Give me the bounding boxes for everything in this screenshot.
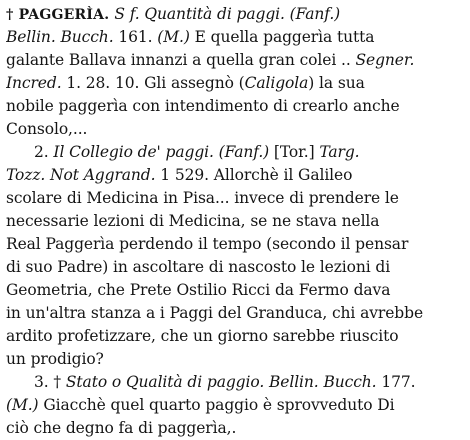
text-segment: Stato o Qualità di paggio. — [65, 373, 269, 391]
text-segment: Geometria, che Prete Ostilio Ricci da Fermo dava — [6, 281, 391, 299]
text-segment: Targ. — [319, 143, 360, 161]
text-line — [6, 348, 464, 371]
text-line — [6, 302, 464, 325]
text-line — [6, 141, 464, 164]
text-line — [6, 49, 464, 72]
text-segment: ardito profetizzare, che un giorno sarebbe riuscito — [6, 327, 399, 345]
text-segment: Giacchè quel quarto paggio è sprovveduto Di — [43, 396, 395, 414]
text-line — [6, 210, 464, 233]
text-segment: 1. 28. 10. Gli assegnò ( — [66, 74, 245, 92]
text-line — [6, 371, 464, 394]
text-segment: Incred. — [6, 74, 67, 92]
text-segment: galante Ballava innanzi a quella gran colei .. — [6, 51, 356, 69]
text-line — [6, 95, 464, 118]
text-segment: ) la sua — [308, 74, 365, 92]
text-segment: in un'altra stanza a i Paggi del Granduca, chi avrebbe — [6, 304, 424, 322]
text-segment: E quella paggerìa tutta — [194, 28, 375, 46]
text-line — [6, 118, 464, 141]
text-segment: Bellin. Bucch. — [6, 28, 119, 46]
text-segment: Caligola — [244, 74, 309, 92]
text-segment: (M.) — [157, 28, 195, 46]
text-line — [6, 325, 464, 348]
text-line — [6, 26, 464, 49]
text-line — [6, 256, 464, 279]
text-segment: S f. Quantità di paggi. — [114, 5, 290, 23]
text-line — [6, 417, 464, 440]
text-segment: 177. — [381, 373, 416, 391]
text-segment: (Fanf.) — [218, 143, 274, 161]
text-line — [6, 164, 464, 187]
text-line — [6, 279, 464, 302]
text-line — [6, 72, 464, 95]
text-segment: Segner. — [355, 51, 415, 69]
text-segment: di suo Padre) in ascoltare di nascosto le lezioni di — [6, 258, 391, 276]
text-segment: nobile paggerìa con intendimento di crearlo anche — [6, 97, 400, 115]
text-segment: † PAGGERÌA. — [6, 7, 115, 23]
text-segment: ciò che degno fa di paggerìa,. — [6, 419, 237, 437]
text-segment: Tozz. Not Aggrand. — [6, 166, 161, 184]
text-segment: 161. — [118, 28, 158, 46]
text-segment: 3. † — [34, 373, 66, 391]
text-segment: Real Paggerìa perdendo il tempo (secondo il pensar — [6, 235, 409, 253]
text-line — [6, 394, 464, 417]
text-line — [6, 3, 464, 26]
text-line — [6, 233, 464, 256]
text-segment: Il Collegio de' paggi. — [53, 143, 219, 161]
text-segment: necessarie lezioni di Medicina, se ne stava nella — [6, 212, 380, 230]
text-line — [6, 187, 464, 210]
text-segment: (Fanf.) — [289, 5, 341, 23]
text-segment: 1 529. Allorchè il Galileo — [160, 166, 353, 184]
text-segment: (M.) — [6, 396, 44, 414]
text-segment: Bellin. Bucch. — [268, 373, 382, 391]
text-segment: 2. — [34, 143, 54, 161]
text-segment: scolare di Medicina in Pisa... invece di prendere le — [6, 189, 399, 207]
text-segment: un prodigio? — [6, 350, 104, 368]
text-segment: Consolo,... — [6, 120, 88, 138]
text-segment: [Tor.] — [273, 143, 320, 161]
